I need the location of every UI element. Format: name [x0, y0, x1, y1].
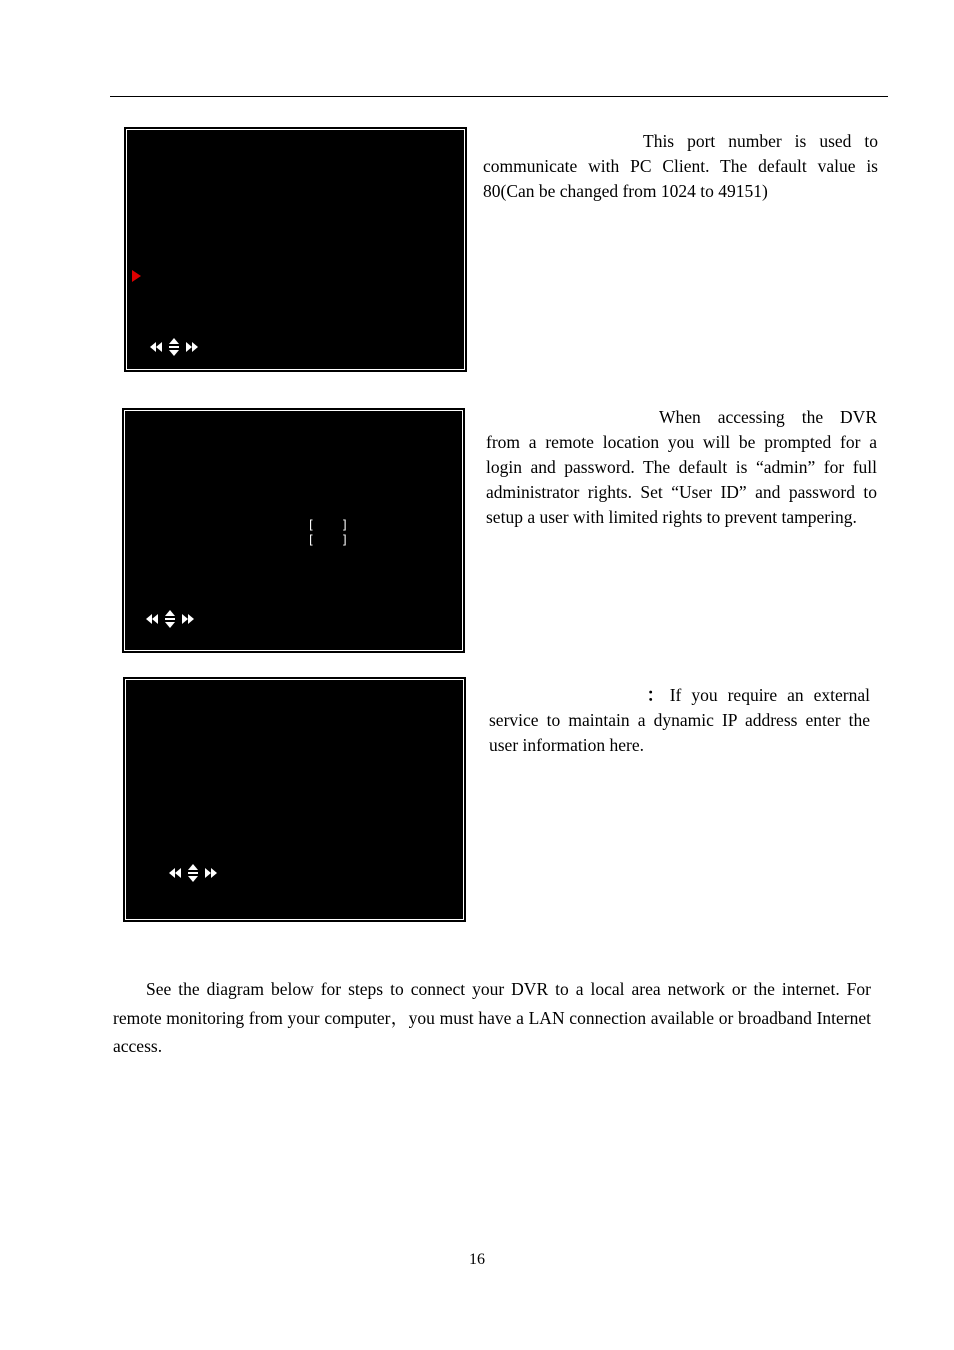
ddns-separator: ：: [641, 685, 670, 705]
field-bracket-open-1: [: [309, 518, 314, 532]
password-description-text: When accessing the DVR from a remote location you will be prompted for a login and password. The default is “admin” for full administrator rights. Set “User ID” and password to setup a user with limited rights to prevent tampering.: [486, 407, 877, 527]
ddns-description: [489, 683, 870, 758]
ddns-description-text: If you require an external service to maintain a dynamic IP address enter the user information here.: [489, 685, 870, 755]
port-description-text: This port number is used to communicate with PC Client. The default value is 80(Can be changed from 1024 to 49151): [483, 131, 878, 201]
field-bracket-open-2: [: [309, 533, 314, 547]
dvr-screen-port: [124, 127, 467, 372]
field-bracket-close-1: ]: [342, 518, 347, 532]
password-description: [486, 405, 877, 530]
page-number: 16: [469, 1251, 485, 1268]
dvr-screen-password: [122, 408, 465, 653]
red-pointer-icon: [132, 270, 141, 282]
field-bracket-close-2: ]: [342, 533, 347, 547]
header-rule: [110, 96, 888, 97]
arrow-navigation-icon: [168, 862, 218, 884]
dvr-screen-ddns: [123, 677, 466, 922]
arrow-navigation-icon: [145, 608, 195, 630]
network-connection-paragraph: See the diagram below for steps to connect your DVR to a local area network or the internet. For remote monitoring from your computer，you must have a LAN connection available or broadband Internet access.: [113, 979, 871, 1056]
port-description: [483, 129, 878, 204]
arrow-navigation-icon: [149, 336, 199, 358]
